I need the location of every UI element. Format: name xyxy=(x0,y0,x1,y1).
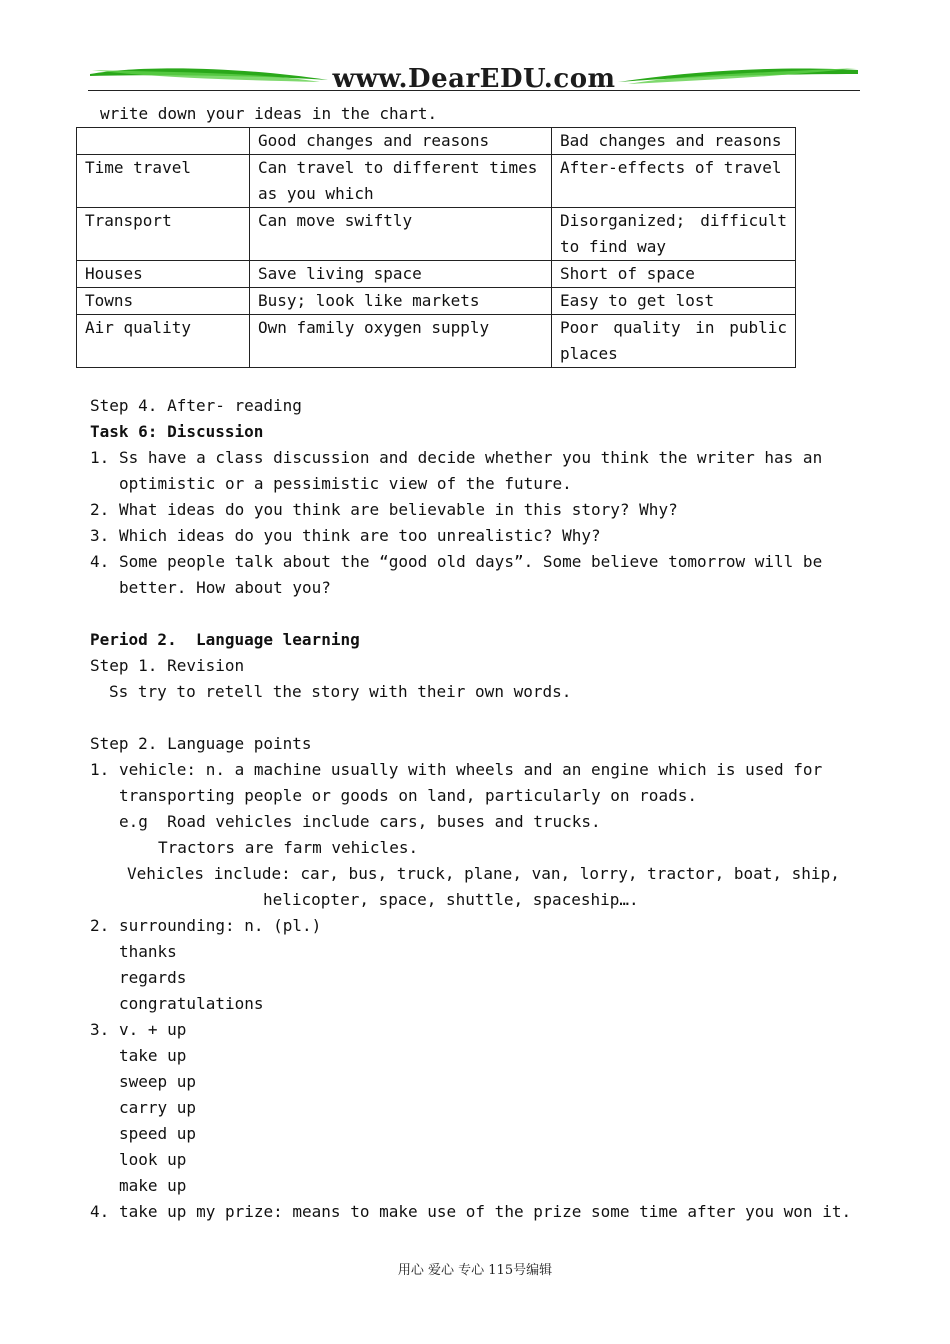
list-item-number: 3. xyxy=(90,526,110,545)
table-row xyxy=(77,315,796,368)
vehicles-include-line: helicopter, space, shuttle, spaceship…. xyxy=(263,890,639,909)
example-line: Tractors are farm vehicles. xyxy=(158,838,419,857)
word-item: look up xyxy=(119,1150,187,1169)
word-item: congratulations xyxy=(119,994,264,1013)
list-item-number: 4. xyxy=(90,1202,110,1221)
list-item: take up my prize: means to make use of the prize some time after you won it. xyxy=(119,1202,852,1221)
table-cell: Transport xyxy=(77,208,250,261)
step1-text: Ss try to retell the story with their own words. xyxy=(109,682,572,701)
list-item: Some people talk about the “good old days”. Some believe tomorrow will be xyxy=(119,552,823,571)
step4-title: Step 4. After- reading xyxy=(90,396,302,415)
list-item: What ideas do you think are believable in this story? Why? xyxy=(119,500,678,519)
vehicles-include-line: Vehicles include: car, bus, truck, plane, van, lorry, tractor, boat, ship, xyxy=(127,864,840,883)
table-row xyxy=(77,261,796,288)
table-cell: Save living space xyxy=(250,261,552,288)
table-header-cell: Bad changes and reasons xyxy=(552,128,796,155)
table-row xyxy=(77,155,796,208)
word-item: make up xyxy=(119,1176,187,1195)
list-item: transporting people or goods on land, particularly on roads. xyxy=(119,786,697,805)
table-cell: Can move swiftly xyxy=(250,208,552,261)
list-item: optimistic or a pessimistic view of the future. xyxy=(119,474,572,493)
intro-text: write down your ideas in the chart. xyxy=(100,104,438,123)
list-item: Which ideas do you think are too unrealistic? Why? xyxy=(119,526,601,545)
table-cell: Can travel to different times as you which xyxy=(250,155,552,208)
table-cell: Houses xyxy=(77,261,250,288)
table-cell: Short of space xyxy=(552,261,796,288)
table-cell: Busy; look like markets xyxy=(250,288,552,315)
table-header-cell: Good changes and reasons xyxy=(250,128,552,155)
word-item: thanks xyxy=(119,942,177,961)
table-header-cell xyxy=(77,128,250,155)
period2-heading: Period 2. Language learning xyxy=(90,630,360,649)
step2-title: Step 2. Language points xyxy=(90,734,312,753)
list-item-number: 1. xyxy=(90,448,110,467)
site-logo-text: www.DearEDU.com xyxy=(332,64,616,94)
table-cell: Time travel xyxy=(77,155,250,208)
table-row xyxy=(77,208,796,261)
list-item-number: 1. xyxy=(90,760,110,779)
word-item: sweep up xyxy=(119,1072,197,1091)
word-item: regards xyxy=(119,968,187,987)
list-item-number: 2. xyxy=(90,500,110,519)
step1-title: Step 1. Revision xyxy=(90,656,245,675)
site-header xyxy=(88,62,860,96)
page-footer: 用心 爱心 专心 115号编辑 xyxy=(397,1263,553,1278)
task6-heading: Task 6: Discussion xyxy=(90,422,264,441)
table-header-row xyxy=(77,128,796,155)
table-cell: Air quality xyxy=(77,315,250,368)
header-rule xyxy=(88,90,860,91)
list-item-number: 3. xyxy=(90,1020,110,1039)
list-item: better. How about you? xyxy=(119,578,331,597)
list-item: vehicle: n. a machine usually with wheels and an engine which is used for xyxy=(119,760,823,779)
table-row xyxy=(77,288,796,315)
list-item-number: 2. xyxy=(90,916,110,935)
word-item: take up xyxy=(119,1046,187,1065)
table-cell: After-effects of travel xyxy=(552,155,796,208)
list-item: surrounding: n. (pl.) xyxy=(119,916,322,935)
ideas-chart-table xyxy=(76,127,796,368)
example-line: e.g Road vehicles include cars, buses and trucks. xyxy=(119,812,601,831)
table-cell: Towns xyxy=(77,288,250,315)
list-item: Ss have a class discussion and decide whether you think the writer has an xyxy=(119,448,823,467)
table-cell: Disorganized; difficult to find way xyxy=(552,208,796,261)
table-cell: Poor quality in public places xyxy=(552,315,796,368)
list-item-number: 4. xyxy=(90,552,110,571)
word-item: carry up xyxy=(119,1098,197,1117)
word-item: speed up xyxy=(119,1124,197,1143)
table-cell: Own family oxygen supply xyxy=(250,315,552,368)
table-cell: Easy to get lost xyxy=(552,288,796,315)
list-item: v. + up xyxy=(119,1020,187,1039)
